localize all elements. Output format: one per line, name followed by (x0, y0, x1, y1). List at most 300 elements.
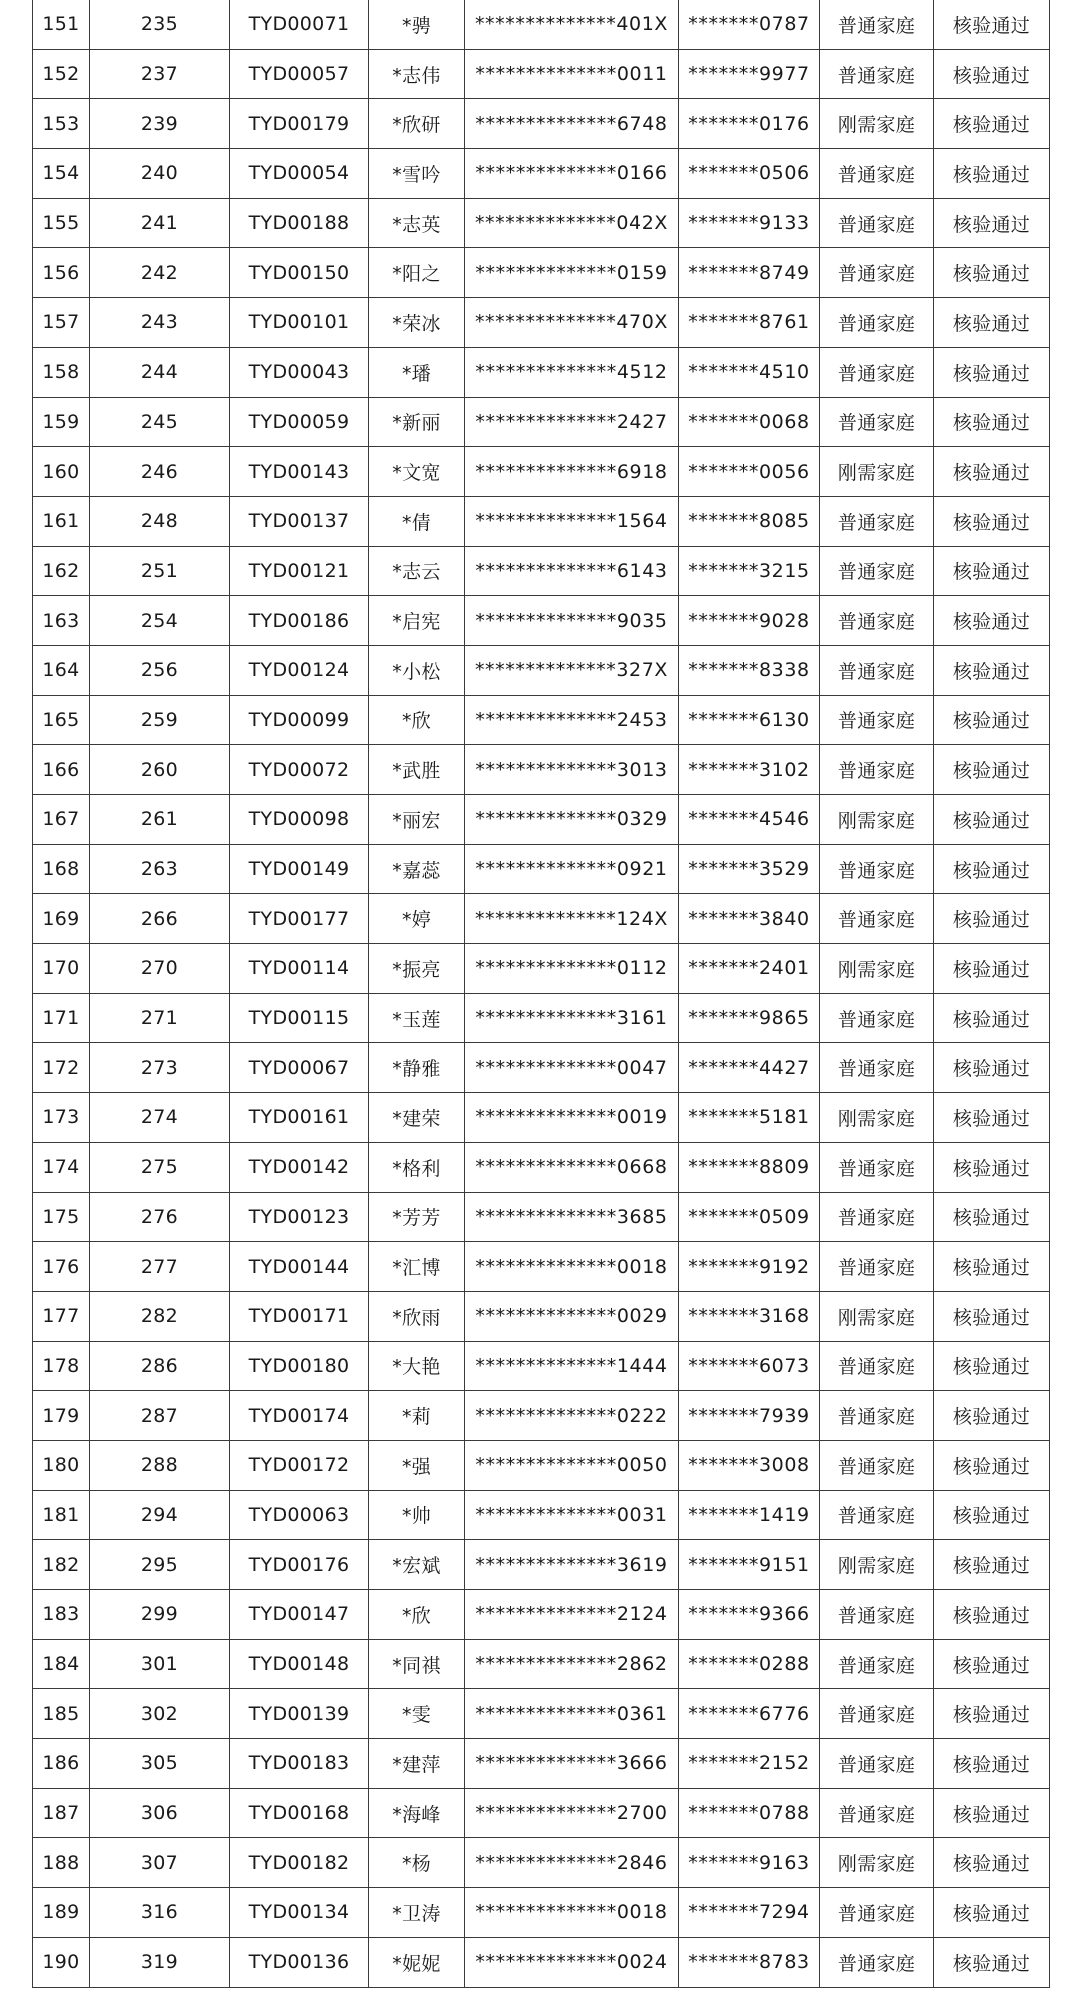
applicant-name-cell: *荣冰 (369, 298, 465, 348)
verification-status-cell: 核验通过 (934, 1639, 1050, 1689)
phone-number-cell: *******9028 (679, 596, 820, 646)
table-row (33, 844, 1050, 894)
id-number-cell: **************0047 (465, 1043, 679, 1093)
applicant-name-cell: *婷 (369, 894, 465, 944)
verification-status-cell: 核验通过 (934, 844, 1050, 894)
application-code-cell: TYD00179 (230, 99, 369, 149)
application-code-cell: TYD00174 (230, 1391, 369, 1441)
application-code-cell: TYD00144 (230, 1242, 369, 1292)
phone-number-cell: *******4546 (679, 795, 820, 845)
applicant-name-cell: *嘉蕊 (369, 844, 465, 894)
applicant-name-cell: *阳之 (369, 248, 465, 298)
application-code-cell: TYD00177 (230, 894, 369, 944)
sequence-number-cell: 256 (90, 645, 230, 695)
phone-number-cell: *******6073 (679, 1341, 820, 1391)
id-number-cell: **************2700 (465, 1788, 679, 1838)
applicant-name-cell: *格利 (369, 1142, 465, 1192)
application-code-cell: TYD00143 (230, 447, 369, 497)
family-type-cell: 普通家庭 (820, 1689, 934, 1739)
family-type-cell: 刚需家庭 (820, 944, 934, 994)
table-row (33, 1639, 1050, 1689)
application-code-cell: TYD00067 (230, 1043, 369, 1093)
verification-status-cell: 核验通过 (934, 1043, 1050, 1093)
id-number-cell: **************0921 (465, 844, 679, 894)
applicant-name-cell: *建荣 (369, 1093, 465, 1143)
phone-number-cell: *******9151 (679, 1540, 820, 1590)
row-number-cell: 186 (33, 1739, 90, 1789)
applicant-name-cell: *莉 (369, 1391, 465, 1441)
applicant-name-cell: *玉莲 (369, 993, 465, 1043)
applicant-name-cell: *帅 (369, 1490, 465, 1540)
phone-number-cell: *******9133 (679, 198, 820, 248)
id-number-cell: **************9035 (465, 596, 679, 646)
application-code-cell: TYD00059 (230, 397, 369, 447)
verification-status-cell: 核验通过 (934, 447, 1050, 497)
table-row (33, 695, 1050, 745)
id-number-cell: **************0029 (465, 1291, 679, 1341)
verification-status-cell: 核验通过 (934, 1142, 1050, 1192)
family-type-cell: 刚需家庭 (820, 1838, 934, 1888)
applicant-name-cell: *丽宏 (369, 795, 465, 845)
verification-status-cell: 核验通过 (934, 1739, 1050, 1789)
sequence-number-cell: 316 (90, 1888, 230, 1938)
table-row (33, 944, 1050, 994)
table-row (33, 198, 1050, 248)
phone-number-cell: *******6130 (679, 695, 820, 745)
phone-number-cell: *******9192 (679, 1242, 820, 1292)
sequence-number-cell: 294 (90, 1490, 230, 1540)
family-type-cell: 普通家庭 (820, 397, 934, 447)
sequence-number-cell: 306 (90, 1788, 230, 1838)
family-type-cell: 普通家庭 (820, 1043, 934, 1093)
table-row (33, 1093, 1050, 1143)
application-code-cell: TYD00072 (230, 745, 369, 795)
phone-number-cell: *******4427 (679, 1043, 820, 1093)
verification-status-cell: 核验通过 (934, 1341, 1050, 1391)
table-row (33, 894, 1050, 944)
verification-status-cell: 核验通过 (934, 894, 1050, 944)
verification-status-cell: 核验通过 (934, 745, 1050, 795)
application-code-cell: TYD00121 (230, 546, 369, 596)
row-number-cell: 170 (33, 944, 90, 994)
family-type-cell: 普通家庭 (820, 645, 934, 695)
sequence-number-cell: 244 (90, 347, 230, 397)
verification-status-cell: 核验通过 (934, 645, 1050, 695)
id-number-cell: **************0011 (465, 49, 679, 99)
family-type-cell: 普通家庭 (820, 49, 934, 99)
table-row (33, 496, 1050, 546)
id-number-cell: **************3161 (465, 993, 679, 1043)
application-code-cell: TYD00172 (230, 1440, 369, 1490)
applicant-name-cell: *欣雨 (369, 1291, 465, 1341)
family-type-cell: 刚需家庭 (820, 1540, 934, 1590)
phone-number-cell: *******9163 (679, 1838, 820, 1888)
row-number-cell: 174 (33, 1142, 90, 1192)
verification-status-cell: 核验通过 (934, 546, 1050, 596)
applicant-name-cell: *欣研 (369, 99, 465, 149)
id-number-cell: **************1444 (465, 1341, 679, 1391)
id-number-cell: **************124X (465, 894, 679, 944)
table-row (33, 745, 1050, 795)
table-row (33, 1937, 1050, 1987)
application-code-cell: TYD00134 (230, 1888, 369, 1938)
verification-status-cell: 核验通过 (934, 1888, 1050, 1938)
table-row (33, 1540, 1050, 1590)
verification-status-cell: 核验通过 (934, 1788, 1050, 1838)
application-code-cell: TYD00186 (230, 596, 369, 646)
applicant-name-cell: *启宪 (369, 596, 465, 646)
row-number-cell: 155 (33, 198, 90, 248)
application-code-cell: TYD00101 (230, 298, 369, 348)
phone-number-cell: *******0068 (679, 397, 820, 447)
sequence-number-cell: 319 (90, 1937, 230, 1987)
verification-status-cell: 核验通过 (934, 1689, 1050, 1739)
verification-status-cell: 核验通过 (934, 347, 1050, 397)
phone-number-cell: *******8809 (679, 1142, 820, 1192)
applicant-name-cell: *汇博 (369, 1242, 465, 1292)
table-row (33, 596, 1050, 646)
phone-number-cell: *******7939 (679, 1391, 820, 1441)
application-code-cell: TYD00168 (230, 1788, 369, 1838)
verification-status-cell: 核验通过 (934, 298, 1050, 348)
family-type-cell: 普通家庭 (820, 1242, 934, 1292)
row-number-cell: 171 (33, 993, 90, 1043)
family-type-cell: 普通家庭 (820, 1788, 934, 1838)
family-type-cell: 普通家庭 (820, 198, 934, 248)
id-number-cell: **************0050 (465, 1440, 679, 1490)
table-body (33, 0, 1050, 1987)
row-number-cell: 183 (33, 1590, 90, 1640)
table-row (33, 993, 1050, 1043)
id-number-cell: **************3619 (465, 1540, 679, 1590)
table-row (33, 645, 1050, 695)
application-code-cell: TYD00142 (230, 1142, 369, 1192)
sequence-number-cell: 266 (90, 894, 230, 944)
applicant-table-container (32, 0, 1049, 1988)
id-number-cell: **************3666 (465, 1739, 679, 1789)
verification-status-cell: 核验通过 (934, 695, 1050, 745)
sequence-number-cell: 254 (90, 596, 230, 646)
applicant-name-cell: *杨 (369, 1838, 465, 1888)
family-type-cell: 普通家庭 (820, 894, 934, 944)
table-row (33, 347, 1050, 397)
table-row (33, 49, 1050, 99)
phone-number-cell: *******3008 (679, 1440, 820, 1490)
applicant-name-cell: *强 (369, 1440, 465, 1490)
family-type-cell: 刚需家庭 (820, 795, 934, 845)
table-row (33, 1590, 1050, 1640)
sequence-number-cell: 270 (90, 944, 230, 994)
applicant-name-cell: *妮妮 (369, 1937, 465, 1987)
table-row (33, 1788, 1050, 1838)
row-number-cell: 158 (33, 347, 90, 397)
phone-number-cell: *******9977 (679, 49, 820, 99)
id-number-cell: **************042X (465, 198, 679, 248)
applicant-name-cell: *骋 (369, 0, 465, 49)
id-number-cell: **************0329 (465, 795, 679, 845)
family-type-cell: 刚需家庭 (820, 447, 934, 497)
verification-status-cell: 核验通过 (934, 397, 1050, 447)
row-number-cell: 172 (33, 1043, 90, 1093)
phone-number-cell: *******0288 (679, 1639, 820, 1689)
row-number-cell: 161 (33, 496, 90, 546)
id-number-cell: **************0018 (465, 1888, 679, 1938)
sequence-number-cell: 237 (90, 49, 230, 99)
verification-status-cell: 核验通过 (934, 1540, 1050, 1590)
application-code-cell: TYD00098 (230, 795, 369, 845)
application-code-cell: TYD00136 (230, 1937, 369, 1987)
id-number-cell: **************6748 (465, 99, 679, 149)
row-number-cell: 190 (33, 1937, 90, 1987)
phone-number-cell: *******0176 (679, 99, 820, 149)
family-type-cell: 普通家庭 (820, 248, 934, 298)
row-number-cell: 185 (33, 1689, 90, 1739)
applicant-name-cell: *芳芳 (369, 1192, 465, 1242)
id-number-cell: **************327X (465, 645, 679, 695)
table-row (33, 1440, 1050, 1490)
row-number-cell: 177 (33, 1291, 90, 1341)
application-code-cell: TYD00123 (230, 1192, 369, 1242)
row-number-cell: 154 (33, 149, 90, 199)
id-number-cell: **************0031 (465, 1490, 679, 1540)
row-number-cell: 167 (33, 795, 90, 845)
row-number-cell: 184 (33, 1639, 90, 1689)
table-row (33, 1341, 1050, 1391)
verification-status-cell: 核验通过 (934, 1937, 1050, 1987)
sequence-number-cell: 260 (90, 745, 230, 795)
verification-status-cell: 核验通过 (934, 1291, 1050, 1341)
phone-number-cell: *******3215 (679, 546, 820, 596)
row-number-cell: 164 (33, 645, 90, 695)
phone-number-cell: *******2401 (679, 944, 820, 994)
table-row (33, 795, 1050, 845)
verification-status-cell: 核验通过 (934, 248, 1050, 298)
application-code-cell: TYD00182 (230, 1838, 369, 1888)
row-number-cell: 180 (33, 1440, 90, 1490)
phone-number-cell: *******8749 (679, 248, 820, 298)
sequence-number-cell: 274 (90, 1093, 230, 1143)
applicant-name-cell: *振亮 (369, 944, 465, 994)
table-row (33, 298, 1050, 348)
row-number-cell: 176 (33, 1242, 90, 1292)
application-code-cell: TYD00071 (230, 0, 369, 49)
row-number-cell: 169 (33, 894, 90, 944)
application-code-cell: TYD00150 (230, 248, 369, 298)
phone-number-cell: *******0788 (679, 1788, 820, 1838)
row-number-cell: 165 (33, 695, 90, 745)
sequence-number-cell: 251 (90, 546, 230, 596)
family-type-cell: 普通家庭 (820, 1739, 934, 1789)
row-number-cell: 175 (33, 1192, 90, 1242)
sequence-number-cell: 235 (90, 0, 230, 49)
applicant-name-cell: *同祺 (369, 1639, 465, 1689)
verification-status-cell: 核验通过 (934, 795, 1050, 845)
row-number-cell: 157 (33, 298, 90, 348)
sequence-number-cell: 299 (90, 1590, 230, 1640)
applicant-name-cell: *建萍 (369, 1739, 465, 1789)
family-type-cell: 普通家庭 (820, 1440, 934, 1490)
sequence-number-cell: 276 (90, 1192, 230, 1242)
application-code-cell: TYD00171 (230, 1291, 369, 1341)
sequence-number-cell: 243 (90, 298, 230, 348)
application-code-cell: TYD00057 (230, 49, 369, 99)
verification-status-cell: 核验通过 (934, 149, 1050, 199)
phone-number-cell: *******9366 (679, 1590, 820, 1640)
phone-number-cell: *******7294 (679, 1888, 820, 1938)
table-row (33, 1242, 1050, 1292)
row-number-cell: 179 (33, 1391, 90, 1441)
family-type-cell: 刚需家庭 (820, 99, 934, 149)
sequence-number-cell: 259 (90, 695, 230, 745)
application-code-cell: TYD00147 (230, 1590, 369, 1640)
family-type-cell: 普通家庭 (820, 298, 934, 348)
application-code-cell: TYD00180 (230, 1341, 369, 1391)
row-number-cell: 151 (33, 0, 90, 49)
table-row (33, 0, 1050, 49)
phone-number-cell: *******8783 (679, 1937, 820, 1987)
row-number-cell: 182 (33, 1540, 90, 1590)
id-number-cell: **************2453 (465, 695, 679, 745)
table-row (33, 99, 1050, 149)
family-type-cell: 普通家庭 (820, 1391, 934, 1441)
verification-status-cell: 核验通过 (934, 198, 1050, 248)
verification-status-cell: 核验通过 (934, 1490, 1050, 1540)
phone-number-cell: *******8761 (679, 298, 820, 348)
family-type-cell: 普通家庭 (820, 0, 934, 49)
row-number-cell: 152 (33, 49, 90, 99)
table-row (33, 1689, 1050, 1739)
verification-status-cell: 核验通过 (934, 1838, 1050, 1888)
phone-number-cell: *******3102 (679, 745, 820, 795)
family-type-cell: 普通家庭 (820, 1590, 934, 1640)
row-number-cell: 189 (33, 1888, 90, 1938)
application-code-cell: TYD00176 (230, 1540, 369, 1590)
table-row (33, 149, 1050, 199)
family-type-cell: 普通家庭 (820, 1937, 934, 1987)
family-type-cell: 普通家庭 (820, 993, 934, 1043)
row-number-cell: 162 (33, 546, 90, 596)
row-number-cell: 166 (33, 745, 90, 795)
id-number-cell: **************0361 (465, 1689, 679, 1739)
applicant-name-cell: *武胜 (369, 745, 465, 795)
family-type-cell: 普通家庭 (820, 1888, 934, 1938)
table-row (33, 1490, 1050, 1540)
table-row (33, 1838, 1050, 1888)
verification-status-cell: 核验通过 (934, 596, 1050, 646)
sequence-number-cell: 307 (90, 1838, 230, 1888)
verification-status-cell: 核验通过 (934, 993, 1050, 1043)
family-type-cell: 普通家庭 (820, 546, 934, 596)
id-number-cell: **************2124 (465, 1590, 679, 1640)
phone-number-cell: *******1419 (679, 1490, 820, 1540)
verification-status-cell: 核验通过 (934, 1192, 1050, 1242)
id-number-cell: **************2846 (465, 1838, 679, 1888)
applicant-name-cell: *志英 (369, 198, 465, 248)
sequence-number-cell: 245 (90, 397, 230, 447)
verification-status-cell: 核验通过 (934, 1391, 1050, 1441)
table-row (33, 248, 1050, 298)
application-code-cell: TYD00114 (230, 944, 369, 994)
table-row (33, 1192, 1050, 1242)
row-number-cell: 153 (33, 99, 90, 149)
row-number-cell: 188 (33, 1838, 90, 1888)
id-number-cell: **************3685 (465, 1192, 679, 1242)
table-row (33, 546, 1050, 596)
family-type-cell: 普通家庭 (820, 1142, 934, 1192)
table-row (33, 1291, 1050, 1341)
sequence-number-cell: 239 (90, 99, 230, 149)
row-number-cell: 160 (33, 447, 90, 497)
phone-number-cell: *******6776 (679, 1689, 820, 1739)
sequence-number-cell: 261 (90, 795, 230, 845)
id-number-cell: **************0166 (465, 149, 679, 199)
family-type-cell: 普通家庭 (820, 695, 934, 745)
sequence-number-cell: 246 (90, 447, 230, 497)
id-number-cell: **************0159 (465, 248, 679, 298)
application-code-cell: TYD00148 (230, 1639, 369, 1689)
application-code-cell: TYD00139 (230, 1689, 369, 1739)
family-type-cell: 普通家庭 (820, 347, 934, 397)
sequence-number-cell: 275 (90, 1142, 230, 1192)
sequence-number-cell: 277 (90, 1242, 230, 1292)
id-number-cell: **************470X (465, 298, 679, 348)
sequence-number-cell: 241 (90, 198, 230, 248)
row-number-cell: 173 (33, 1093, 90, 1143)
applicant-name-cell: *雯 (369, 1689, 465, 1739)
application-code-cell: TYD00161 (230, 1093, 369, 1143)
family-type-cell: 刚需家庭 (820, 1291, 934, 1341)
table-row (33, 1142, 1050, 1192)
row-number-cell: 187 (33, 1788, 90, 1838)
family-type-cell: 普通家庭 (820, 1341, 934, 1391)
phone-number-cell: *******4510 (679, 347, 820, 397)
sequence-number-cell: 242 (90, 248, 230, 298)
application-code-cell: TYD00043 (230, 347, 369, 397)
id-number-cell: **************0112 (465, 944, 679, 994)
id-number-cell: **************0018 (465, 1242, 679, 1292)
sequence-number-cell: 305 (90, 1739, 230, 1789)
table-row (33, 1391, 1050, 1441)
applicant-name-cell: *文宽 (369, 447, 465, 497)
table-row (33, 1043, 1050, 1093)
family-type-cell: 普通家庭 (820, 745, 934, 795)
verification-status-cell: 核验通过 (934, 0, 1050, 49)
row-number-cell: 178 (33, 1341, 90, 1391)
sequence-number-cell: 295 (90, 1540, 230, 1590)
phone-number-cell: *******3529 (679, 844, 820, 894)
phone-number-cell: *******0056 (679, 447, 820, 497)
row-number-cell: 168 (33, 844, 90, 894)
phone-number-cell: *******5181 (679, 1093, 820, 1143)
id-number-cell: **************4512 (465, 347, 679, 397)
row-number-cell: 181 (33, 1490, 90, 1540)
verification-status-cell: 核验通过 (934, 1440, 1050, 1490)
applicant-name-cell: *倩 (369, 496, 465, 546)
phone-number-cell: *******0787 (679, 0, 820, 49)
sequence-number-cell: 301 (90, 1639, 230, 1689)
verification-status-cell: 核验通过 (934, 1093, 1050, 1143)
applicant-name-cell: *雪吟 (369, 149, 465, 199)
id-number-cell: **************401X (465, 0, 679, 49)
applicant-name-cell: *欣 (369, 695, 465, 745)
id-number-cell: **************1564 (465, 496, 679, 546)
family-type-cell: 普通家庭 (820, 1639, 934, 1689)
verification-status-cell: 核验通过 (934, 496, 1050, 546)
applicant-name-cell: *卫涛 (369, 1888, 465, 1938)
family-type-cell: 普通家庭 (820, 496, 934, 546)
applicant-name-cell: *新丽 (369, 397, 465, 447)
sequence-number-cell: 263 (90, 844, 230, 894)
